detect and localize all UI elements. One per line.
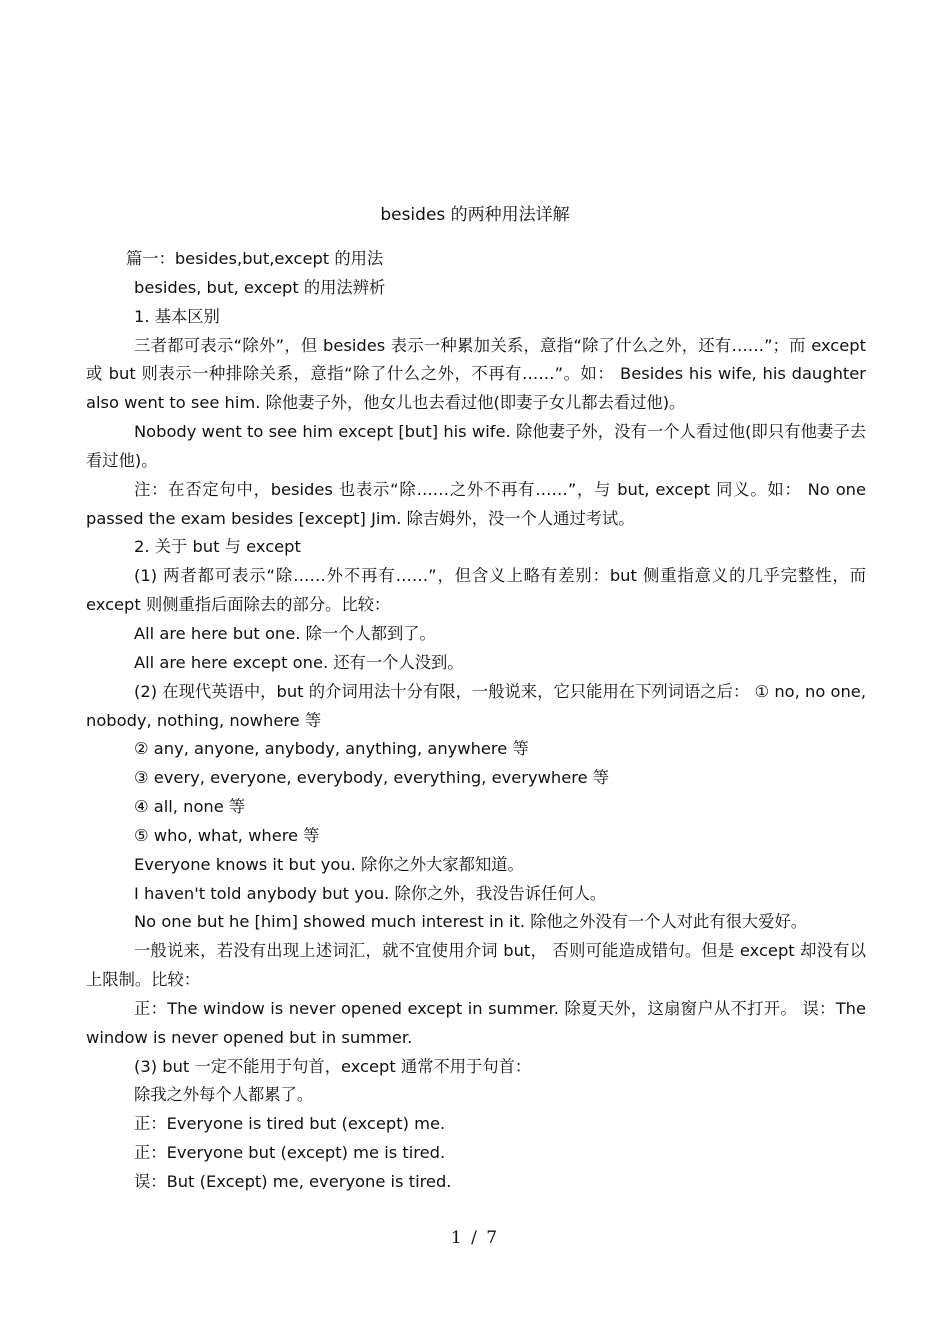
body-paragraph: I haven't told anybody but you. 除你之外，我没告诉任何人。 (134, 883, 607, 903)
body-paragraph: ② any, anyone, anybody, anything, anywhere 等 (134, 739, 529, 759)
body-paragraph: No one but he [him] showed much interest in it. 除他之外没有一个人对此有很大爱好。 (134, 912, 808, 932)
page-number: 1 / 7 (450, 1228, 500, 1248)
body-paragraph: 一般说来，若没有出现上述词汇，就不宜使用介词 but， 否则可能造成错句。但是 except 却没有以上限制。比较： (86, 941, 866, 990)
body-paragraph: ⑤ who, what, where 等 (134, 825, 320, 845)
body-paragraph: 正：Everyone is tired but (except) me. (134, 1114, 446, 1134)
document-title: besides 的两种用法详解 (380, 205, 570, 225)
body-paragraph: ③ every, everyone, everybody, everything, everywhere 等 (134, 768, 610, 788)
body-paragraph: (1) 两者都可表示“除……外不再有……”，但含义上略有差别：but 侧重指意义的几乎完整性，而 except 则侧重指后面除去的部分。比较： (86, 566, 866, 615)
body-paragraph: (3) but 一定不能用于句首，except 通常不用于句首： (134, 1056, 532, 1076)
body-paragraph: 正：The window is never opened except in summer. 除夏天外，这扇窗户从不打开。 误：The window is never opened but in summer. (86, 998, 866, 1047)
body-paragraph: besides, but, except 的用法辨析 (134, 277, 386, 297)
body-paragraph: (2) 在现代英语中，but 的介词用法十分有限，一般说来，它只能用在下列词语之后： ① no, no one, nobody, nothing, nowhere 等 (86, 681, 866, 730)
body-paragraph: 篇一：besides,but,except 的用法 (126, 249, 384, 268)
body-paragraph: Everyone knows it but you. 除你之外大家都知道。 (134, 854, 524, 874)
body-paragraph: 1. 基本区别 (134, 306, 220, 326)
body-paragraph: All are here but one. 除一个人都到了。 (134, 623, 436, 643)
body-paragraph: 误：But (Except) me, everyone is tired. (134, 1172, 452, 1191)
body-paragraph: 正：Everyone but (except) me is tired. (134, 1143, 446, 1163)
body-paragraph: Nobody went to see him except [but] his wife. 除他妻子外，没有一个人看过他(即只有他妻子去看过他)。 (86, 422, 866, 470)
document-body (86, 245, 866, 1197)
body-paragraph: 除我之外每个人都累了。 (134, 1085, 314, 1105)
body-paragraph: All are here except one. 还有一个人没到。 (134, 652, 464, 672)
body-paragraph: ④ all, none 等 (134, 797, 246, 817)
body-paragraph: 注：在否定句中，besides 也表示“除……之外不再有……”，与 but, except 同义。如： No one passed the exam besides [except] Jim. 除吉姆外，没一个人通过考试。 (86, 479, 866, 528)
body-paragraph: 三者都可表示“除外”，但 besides 表示一种累加关系，意指“除了什么之外，还有……”；而 except 或 but 则表示一种排除关系，意指“除了什么之外，不再有……”。如： Besides his wife, his daughter also went to see him. 除他妻子外，他女儿也去看过他(即妻子女儿都去看过他)。 (86, 335, 866, 413)
body-paragraph: 2. 关于 but 与 except (134, 537, 301, 557)
